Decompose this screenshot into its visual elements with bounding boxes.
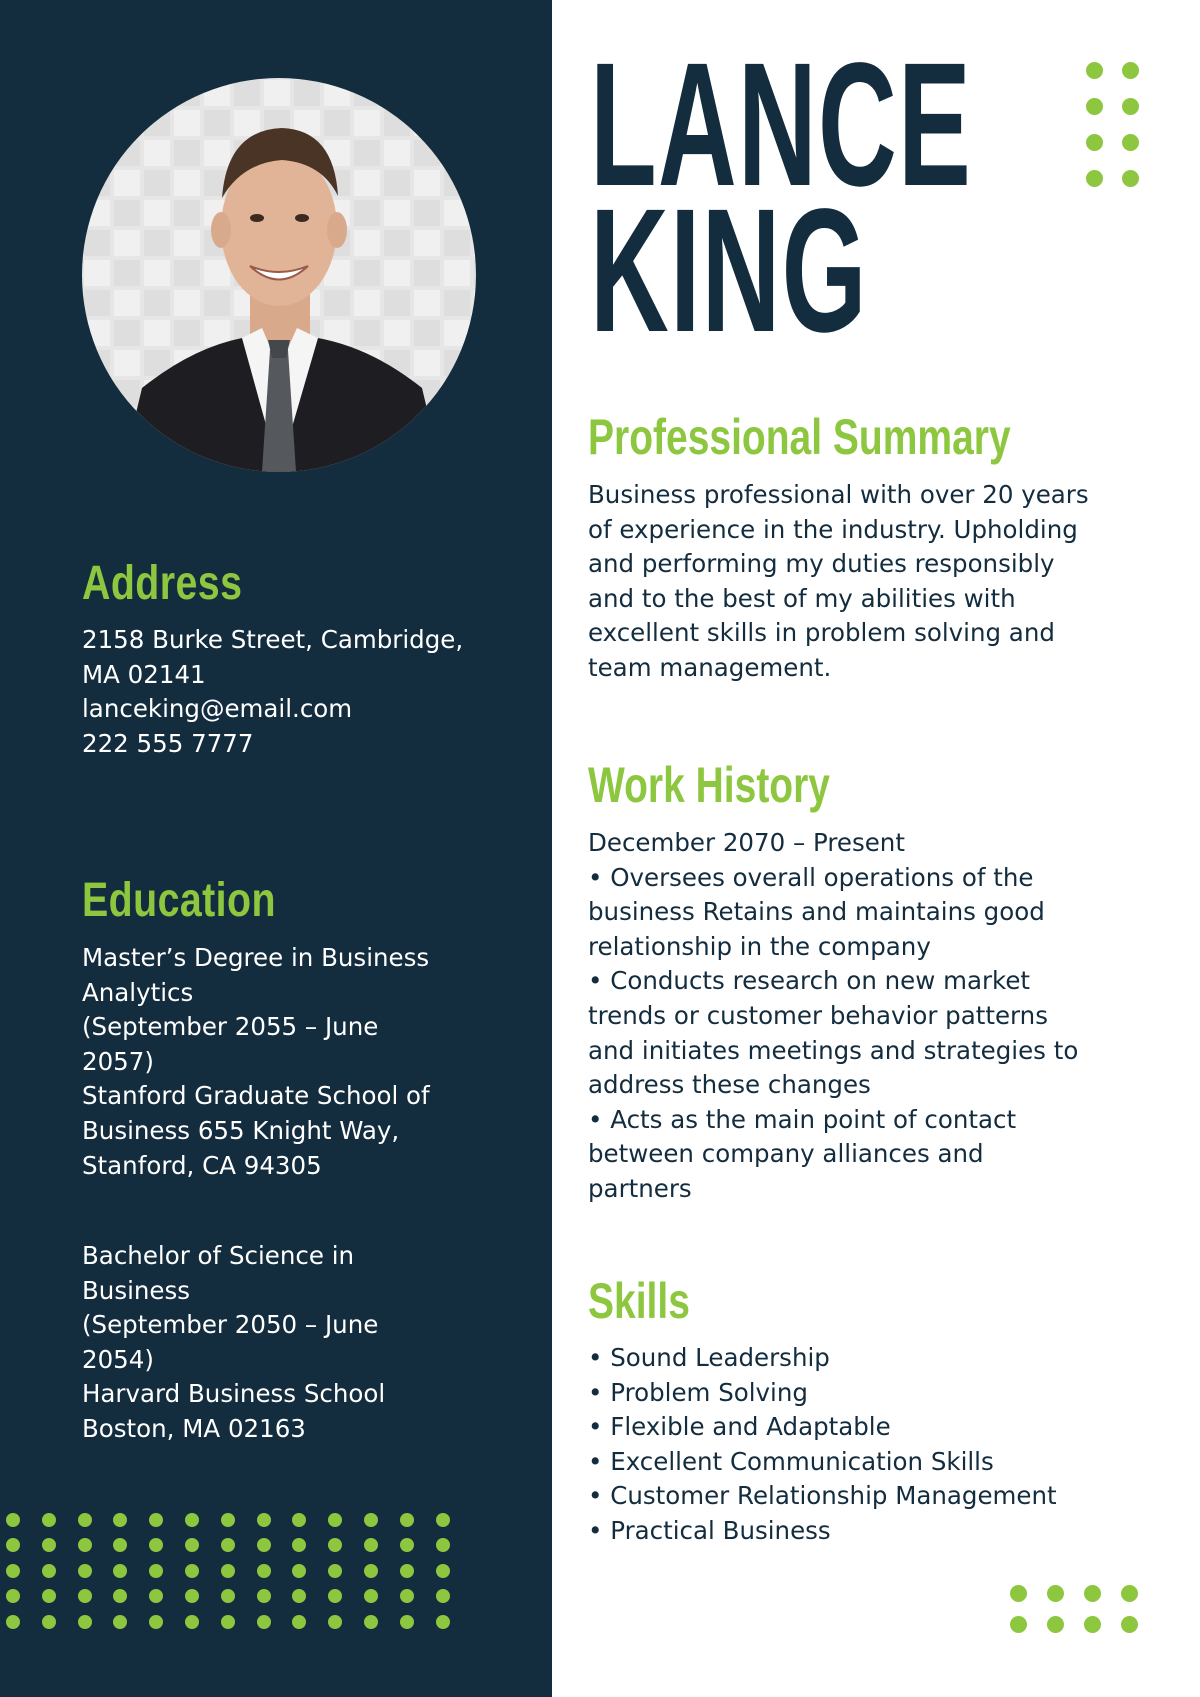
decorative-dot [221, 1564, 235, 1578]
decorative-dot [364, 1538, 378, 1552]
skills-heading: Skills [588, 1273, 690, 1329]
profile-photo-icon [82, 78, 476, 472]
decorative-dot [1121, 1616, 1138, 1633]
decorative-dot [292, 1615, 306, 1629]
first-name: LANCE [590, 27, 973, 223]
decorative-dot [149, 1615, 163, 1629]
education-line: Stanford Graduate School of [82, 1081, 430, 1111]
education-line: Master’s Degree in Business [82, 943, 430, 972]
summary-line: excellent skills in problem solving and [588, 618, 1055, 648]
education-line: (September 2050 – June [82, 1310, 379, 1340]
decorative-dot [436, 1589, 450, 1603]
decorative-dot [78, 1564, 92, 1578]
decorative-dot [78, 1615, 92, 1629]
decorative-dot [6, 1513, 20, 1527]
decorative-dot [42, 1564, 56, 1578]
decorative-dot [400, 1589, 414, 1603]
skills-list [588, 1341, 1148, 1549]
decorative-dot [1084, 1616, 1101, 1633]
decorative-dot [257, 1564, 271, 1578]
address-city: MA 02141 [82, 659, 206, 689]
email-address[interactable]: lanceking@email.com [82, 694, 353, 724]
address-heading: Address [82, 557, 243, 610]
decorative-dot [1086, 134, 1103, 151]
decorative-dot [6, 1615, 20, 1629]
decorative-dot [78, 1513, 92, 1527]
education-line: Business [82, 1275, 191, 1305]
work-history-line: December 2070 – Present [588, 828, 905, 857]
address-street: 2158 Burke Street, Cambridge, [82, 625, 464, 654]
decorative-dot [1122, 98, 1139, 115]
work-history-heading: Work History [588, 757, 831, 813]
work-history-line: between company alliances and [588, 1139, 984, 1169]
decorative-dot [221, 1589, 235, 1603]
phone-number: 222 555 7777 [82, 728, 254, 758]
work-history-line: business Retains and maintains good [588, 897, 1045, 927]
education-line: (September 2055 – June [82, 1012, 379, 1042]
summary-line: and to the best of my abilities with [588, 583, 1016, 613]
decorative-dot-grid [1010, 1585, 1138, 1633]
education-line: Business 655 Knight Way, [82, 1115, 400, 1145]
decorative-dot [78, 1589, 92, 1603]
decorative-dot [436, 1538, 450, 1552]
decorative-dot [292, 1564, 306, 1578]
decorative-dot [42, 1615, 56, 1629]
education-line: Analytics [82, 977, 194, 1007]
work-history-line: address these changes [588, 1070, 871, 1100]
education-line: 2057) [82, 1046, 154, 1076]
decorative-dot [1122, 62, 1139, 79]
decorative-dot [257, 1615, 271, 1629]
last-name: KING [590, 173, 868, 369]
education-entry [82, 941, 502, 1183]
profile-photo [82, 78, 476, 472]
decorative-dot [6, 1538, 20, 1552]
skill-item: • Customer Relationship Management [588, 1481, 1057, 1511]
work-history-line: relationship in the company [588, 931, 931, 961]
decorative-dot [149, 1564, 163, 1578]
summary-text [588, 478, 1148, 686]
summary-heading: Professional Summary [588, 409, 1011, 465]
decorative-dot [1086, 62, 1103, 79]
summary-line: of experience in the industry. Upholding [588, 514, 1078, 544]
decorative-dot [364, 1615, 378, 1629]
decorative-dot [400, 1513, 414, 1527]
decorative-dot [149, 1589, 163, 1603]
decorative-dot [292, 1513, 306, 1527]
decorative-dot [185, 1538, 199, 1552]
decorative-dot [436, 1564, 450, 1578]
education-line: Bachelor of Science in [82, 1241, 355, 1270]
decorative-dot [6, 1589, 20, 1603]
summary-line: Business professional with over 20 years [588, 480, 1089, 509]
decorative-dot [113, 1538, 127, 1552]
decorative-dot [328, 1615, 342, 1629]
decorative-dot [292, 1538, 306, 1552]
work-history-text [588, 826, 1148, 1207]
decorative-dot [1010, 1616, 1027, 1633]
decorative-dot [42, 1538, 56, 1552]
education-line: Stanford, CA 94305 [82, 1150, 322, 1180]
skill-item: • Excellent Communication Skills [588, 1446, 994, 1476]
decorative-dot [364, 1589, 378, 1603]
work-history-line: partners [588, 1173, 692, 1203]
skill-item: • Practical Business [588, 1515, 831, 1545]
decorative-dot [1086, 98, 1103, 115]
decorative-dot [42, 1513, 56, 1527]
decorative-dot [364, 1564, 378, 1578]
candidate-name [590, 27, 973, 369]
decorative-dot [185, 1513, 199, 1527]
summary-line: team management. [588, 652, 832, 682]
work-history-line: • Conducts research on new market [588, 966, 1031, 996]
decorative-dot [113, 1589, 127, 1603]
education-line: 2054) [82, 1344, 154, 1374]
education-heading: Education [82, 874, 276, 927]
decorative-dot [1084, 1585, 1101, 1602]
work-history-line: trends or customer behavior patterns [588, 1000, 1048, 1030]
decorative-dot [364, 1513, 378, 1527]
decorative-dot [1047, 1616, 1064, 1633]
address-details [82, 623, 502, 761]
decorative-dot [113, 1564, 127, 1578]
decorative-dot [400, 1615, 414, 1629]
decorative-dot [400, 1564, 414, 1578]
decorative-dot [221, 1615, 235, 1629]
decorative-dot-grid [6, 1513, 450, 1629]
skill-item: • Problem Solving [588, 1377, 808, 1407]
education-entry [82, 1239, 502, 1447]
work-history-line: • Acts as the main point of contact [588, 1104, 1017, 1134]
decorative-dot [257, 1538, 271, 1552]
decorative-dot [1086, 170, 1103, 187]
decorative-dot [78, 1538, 92, 1552]
work-history-line: • Oversees overall operations of the [588, 862, 1034, 892]
decorative-dot [42, 1589, 56, 1603]
decorative-dot [149, 1513, 163, 1527]
decorative-dot [1122, 170, 1139, 187]
sidebar [0, 0, 552, 1697]
decorative-dot-grid [1086, 62, 1139, 187]
decorative-dot [257, 1589, 271, 1603]
skill-item: • Flexible and Adaptable [588, 1412, 891, 1442]
decorative-dot [1122, 134, 1139, 151]
decorative-dot [436, 1513, 450, 1527]
decorative-dot [328, 1538, 342, 1552]
decorative-dot [6, 1564, 20, 1578]
summary-line: and performing my duties responsibly [588, 549, 1055, 579]
decorative-dot [221, 1538, 235, 1552]
decorative-dot [328, 1589, 342, 1603]
decorative-dot [328, 1513, 342, 1527]
decorative-dot [400, 1538, 414, 1552]
education-line: Boston, MA 02163 [82, 1413, 306, 1443]
decorative-dot [328, 1564, 342, 1578]
decorative-dot [292, 1589, 306, 1603]
work-history-line: and initiates meetings and strategies to [588, 1035, 1079, 1065]
education-line: Harvard Business School [82, 1379, 386, 1409]
decorative-dot [149, 1538, 163, 1552]
decorative-dot [221, 1513, 235, 1527]
decorative-dot [185, 1564, 199, 1578]
decorative-dot [1047, 1585, 1064, 1602]
decorative-dot [185, 1615, 199, 1629]
decorative-dot [113, 1513, 127, 1527]
decorative-dot [113, 1615, 127, 1629]
decorative-dot [1010, 1585, 1027, 1602]
skill-item: • Sound Leadership [588, 1343, 830, 1372]
decorative-dot [257, 1513, 271, 1527]
decorative-dot [1121, 1585, 1138, 1602]
decorative-dot [436, 1615, 450, 1629]
decorative-dot [185, 1589, 199, 1603]
